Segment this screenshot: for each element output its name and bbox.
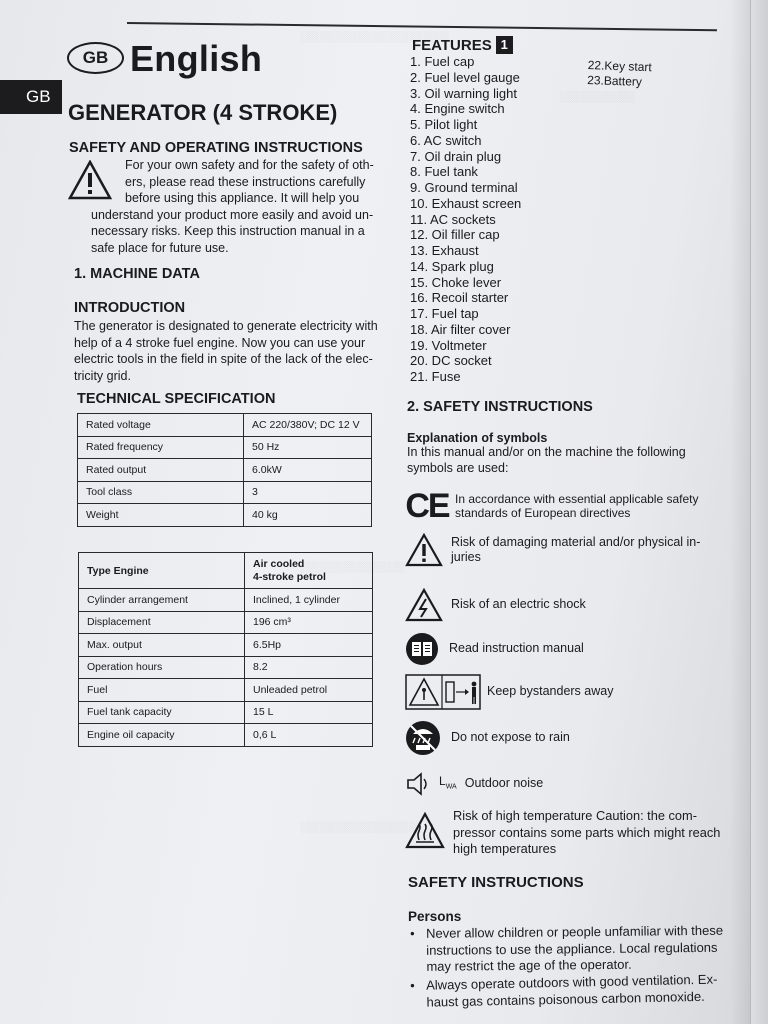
read-manual-icon (405, 632, 439, 666)
damage-text-line-1: Risk of damaging material and/or physical in- (451, 534, 701, 549)
list-item: 7. Oil drain plug (410, 148, 502, 164)
bullet-dot: • (410, 977, 415, 993)
list-item (410, 923, 723, 976)
table-row (79, 589, 373, 612)
symbols-intro-line-2: symbols are used: (407, 461, 509, 475)
list-item: 13. Exhaust (410, 243, 479, 258)
damage-text-line-2: juries (451, 550, 481, 564)
engine-type-value (245, 553, 373, 589)
persons-heading: Persons (408, 909, 462, 924)
list-item: 19. Voltmeter (410, 337, 487, 353)
bystanders-text: Keep bystanders away (487, 684, 614, 699)
features-list-extra (587, 58, 652, 90)
spec-label: Cylinder arrangement (79, 589, 245, 612)
noise-text: Outdoor noise (464, 776, 544, 791)
engine-type-value-line2: 4-stroke petrol (253, 570, 326, 583)
page-title: GENERATOR (4 STROKE) (68, 100, 338, 125)
symbol-bystanders-row (405, 674, 613, 710)
symbol-damage-row (405, 533, 700, 567)
bullet2-line-1: Always operate outdoors with good ventilation. Ex- (425, 971, 718, 993)
spec-value: 8.2 (245, 656, 373, 679)
list-item: 16. Recoil starter (410, 290, 509, 306)
list-item: 14. Spark plug (410, 258, 494, 274)
language-title: English (130, 38, 263, 79)
table-row (79, 679, 373, 702)
symbol-shock-row (405, 588, 586, 622)
list-item: 8. Fuel tank (410, 164, 478, 180)
safety-instructions-heading: SAFETY INSTRUCTIONS (408, 874, 584, 891)
noise-mark (439, 774, 457, 795)
technical-spec-heading: TECHNICAL SPECIFICATION (77, 391, 276, 407)
table-row (79, 701, 373, 724)
spec-label: Tool class (78, 481, 244, 504)
spec-value: 6.0kW (244, 459, 372, 482)
spec-value: 6.5Hp (245, 634, 373, 657)
safety-line-6: safe place for future use. (91, 240, 229, 255)
intro-line-2: help of a 4 stroke fuel engine. Now you can use your (74, 335, 366, 350)
table-row (79, 656, 373, 679)
section-safety-instructions: 2. SAFETY INSTRUCTIONS (407, 399, 593, 415)
bullet2-line-2: haust gas contains poisonous carbon monoxide. (426, 988, 705, 1010)
table-row (79, 611, 373, 634)
noise-mark-letter: L (439, 773, 446, 788)
electric-shock-icon (405, 588, 443, 622)
table-row (78, 481, 372, 504)
symbol-ce-row (405, 486, 698, 526)
hot-surface-icon (405, 812, 445, 850)
list-item: 9. Ground terminal (410, 180, 518, 195)
spec-label: Engine oil capacity (79, 724, 245, 747)
engine-type-value-line1: Air cooled (253, 557, 305, 570)
keep-bystanders-away-icon (405, 674, 481, 710)
bullet-text (426, 923, 723, 976)
spec-value: 50 Hz (244, 436, 372, 459)
spec-label: Weight (78, 504, 244, 527)
spec-value: 196 cm³ (245, 611, 373, 634)
spec-value: 0,6 L (245, 724, 373, 747)
spec-value: 3 (244, 481, 372, 504)
speaker-noise-icon (405, 772, 431, 796)
features-number-badge: 1 (496, 36, 513, 54)
manual-page: ░░░░░░░░░░░░░░░░░░░░ ░░░░░░░░░░ ░░░░░░░░░░░░░░ ░░░░░░░░░░░░░░░░ GB GB English GENERATOR (4 STROKE) SAFETY AND OPERATING INSTRUCTIONS For your own safety and for the safety of oth- ers, please read these instructions carefully before using this appliance. It will help you understand your product more easily and avoid un- necessary risks. Keep this instruction manual in a safe place for future use. 1. MACHINE DATA INTRODUCTION The generator is designated to generate electricity with help of a 4 stroke fuel engine. Now you can use your electric tools in the field in spite of the lack of the elec- tricity grid. TECHNICAL SPECIFICATION Rated voltage AC 220/380V; DC 12 V Rated frequency 50 Hz Rated output 6.0kW Tool class 3 Weight 40 kg Type Engine Air cooled 4-stroke petrol Cylinder arrangement Inclined, 1 cylinder Displacement 196 cm³ Max. output 6.5Hp Operation hours 8.2 Fuel Unleaded petrol Fuel tank capacity 15 L Engine oil capacity 0,6 L FEATURES 1 1. Fuel cap 2. Fuel level gauge 3. Oil warning light 4. Engine switch 5. Pilot light 6. AC switch 7. Oil drain plug 8. Fuel tank 9. Ground terminal 10. Exhaust screen 11. AC sockets 12. Oil filler cap 13. Exhaust 14. Spark plug 15. Choke lever 16. Recoil starter 17. Fuel tap 18. Air filter cover 19. Voltmeter 20. DC socket 21. Fuse 22.Key start 23.Battery 2. SAFETY INSTRUCTIONS Explanation of symbols In this manual and/or on the machine the following symbols are used: CE In accordance with essential applicable safety standards of European directives Risk of damaging material and/or physical in- juries Risk of an electric shock Read instruction manual Keep bystanders away Do not expose to rain $L_{WA}$ Outdoor noise Risk of high temperature Caution: the com- pressor contains some parts which might reach high temperatures SAFETY INSTRUCTIONS Persons • Never allow children or people unfamiliar with these instructions to use the appliance. Local regulations may restrict the age of the operator. • Always operate outdoors with good ventilation. Ex- haust gas contains poisonous carbon monoxide. (0, 0, 768, 1024)
symbols-heading: Explanation of symbols (407, 431, 548, 445)
spec-table-general (77, 413, 372, 527)
table-row (79, 724, 373, 747)
table-header-row (79, 553, 373, 589)
introduction-heading: INTRODUCTION (74, 300, 186, 316)
spec-label: Displacement (79, 611, 245, 634)
bullet-dot: • (410, 925, 415, 941)
list-item: 1. Fuel cap (410, 54, 475, 69)
spec-label: Operation hours (79, 656, 245, 679)
spec-table-engine (78, 552, 373, 747)
safety-line-1: For your own safety and for the safety of oth- (125, 158, 374, 172)
bullet1-line-3: may restrict the age of the operator. (426, 956, 632, 974)
intro-line-1: The generator is designated to generate electricity with (74, 319, 378, 333)
spec-label: Max. output (79, 634, 245, 657)
spec-value: Unleaded petrol (245, 679, 373, 702)
spec-value: 15 L (245, 701, 373, 724)
bullet1-line-1: Never allow children or people unfamiliar with these (425, 922, 724, 941)
symbol-heat-row (405, 808, 720, 858)
list-item: 12. Oil filler cap (410, 227, 500, 243)
safety-line-3: before using this appliance. It will help you (125, 191, 360, 205)
table-row (79, 634, 373, 657)
language-tab (0, 80, 62, 114)
no-rain-icon (405, 720, 441, 756)
warning-icon (68, 160, 112, 200)
manual-text: Read instruction manual (449, 641, 584, 656)
intro-line-3: electric tools in the field in spite of the lack of the elec- (74, 352, 373, 366)
table-row (78, 459, 372, 482)
list-item: 23.Battery (586, 72, 643, 89)
noise-mark-sub: WA (445, 782, 457, 790)
spec-label: Rated voltage (78, 414, 244, 437)
list-item: 18. Air filter cover (410, 321, 511, 337)
rain-text: Do not expose to rain (451, 730, 570, 745)
list-item: 4. Engine switch (410, 101, 505, 117)
bullet-text (426, 972, 718, 1011)
spec-label: Rated output (78, 459, 244, 482)
list-item (410, 972, 718, 1011)
list-item: 5. Pilot light (410, 117, 478, 132)
heat-text-line-1: Risk of high temperature Caution: the com- (453, 808, 697, 823)
features-title: FEATURES (412, 36, 492, 54)
list-item: 17. Fuel tap (410, 306, 479, 321)
heat-text-line-2: pressor contains some parts which might reach (453, 824, 721, 840)
language-tab-label: GB (26, 87, 51, 106)
list-item: 3. Oil warning light (410, 85, 517, 101)
damage-text (451, 535, 700, 566)
table-row (78, 504, 372, 527)
heat-text-line-3: high temperatures (453, 841, 557, 856)
language-badge: GB (67, 42, 124, 74)
safety-line-2: ers, please read these instructions carefully (125, 174, 366, 189)
symbol-manual-row (405, 632, 584, 666)
safety-line-4: understand your product more easily and avoid un- (91, 207, 374, 222)
ce-text-line-2: standards of European directives (455, 506, 631, 520)
features-list (410, 54, 521, 385)
table-row (78, 436, 372, 459)
ce-mark-icon: CE (405, 486, 449, 525)
page-edge (750, 0, 768, 1024)
spec-label: Fuel tank capacity (79, 701, 245, 724)
ce-text (455, 492, 698, 520)
engine-type-label: Type Engine (79, 553, 245, 589)
list-item: 22.Key start (587, 58, 652, 75)
bullet1-line-2: instructions to use the appliance. Local regulations (426, 939, 718, 958)
spec-label: Fuel (79, 679, 245, 702)
safety-line-5: necessary risks. Keep this instruction manual in a (91, 224, 365, 238)
list-item: 6. AC switch (410, 132, 482, 148)
spec-label: Rated frequency (78, 436, 244, 459)
spec-value: 40 kg (244, 504, 372, 527)
symbol-noise-row (405, 772, 543, 796)
list-item: 11. AC sockets (410, 211, 496, 227)
intro-line-4: tricity grid. (74, 368, 131, 383)
heat-text (453, 808, 720, 858)
warning-triangle-icon (405, 533, 443, 567)
symbol-rain-row (405, 720, 570, 756)
list-item: 15. Choke lever (410, 274, 502, 290)
safety-operating-heading: SAFETY AND OPERATING INSTRUCTIONS (69, 140, 363, 156)
list-item: 20. DC socket (410, 353, 492, 369)
symbols-intro-line-1: In this manual and/or on the machine the following (407, 445, 686, 459)
list-item: 21. Fuse (410, 369, 461, 384)
spec-value: AC 220/380V; DC 12 V (244, 414, 372, 437)
list-item: 10. Exhaust screen (410, 195, 522, 211)
top-rule (127, 22, 717, 31)
table-row (78, 414, 372, 437)
shock-text: Risk of an electric shock (451, 597, 586, 612)
section-machine-data: 1. MACHINE DATA (74, 266, 200, 282)
spec-value: Inclined, 1 cylinder (245, 589, 373, 612)
features-heading (412, 36, 513, 54)
list-item: 2. Fuel level gauge (410, 69, 520, 85)
ce-text-line-1: In accordance with essential applicable safety (455, 492, 699, 506)
